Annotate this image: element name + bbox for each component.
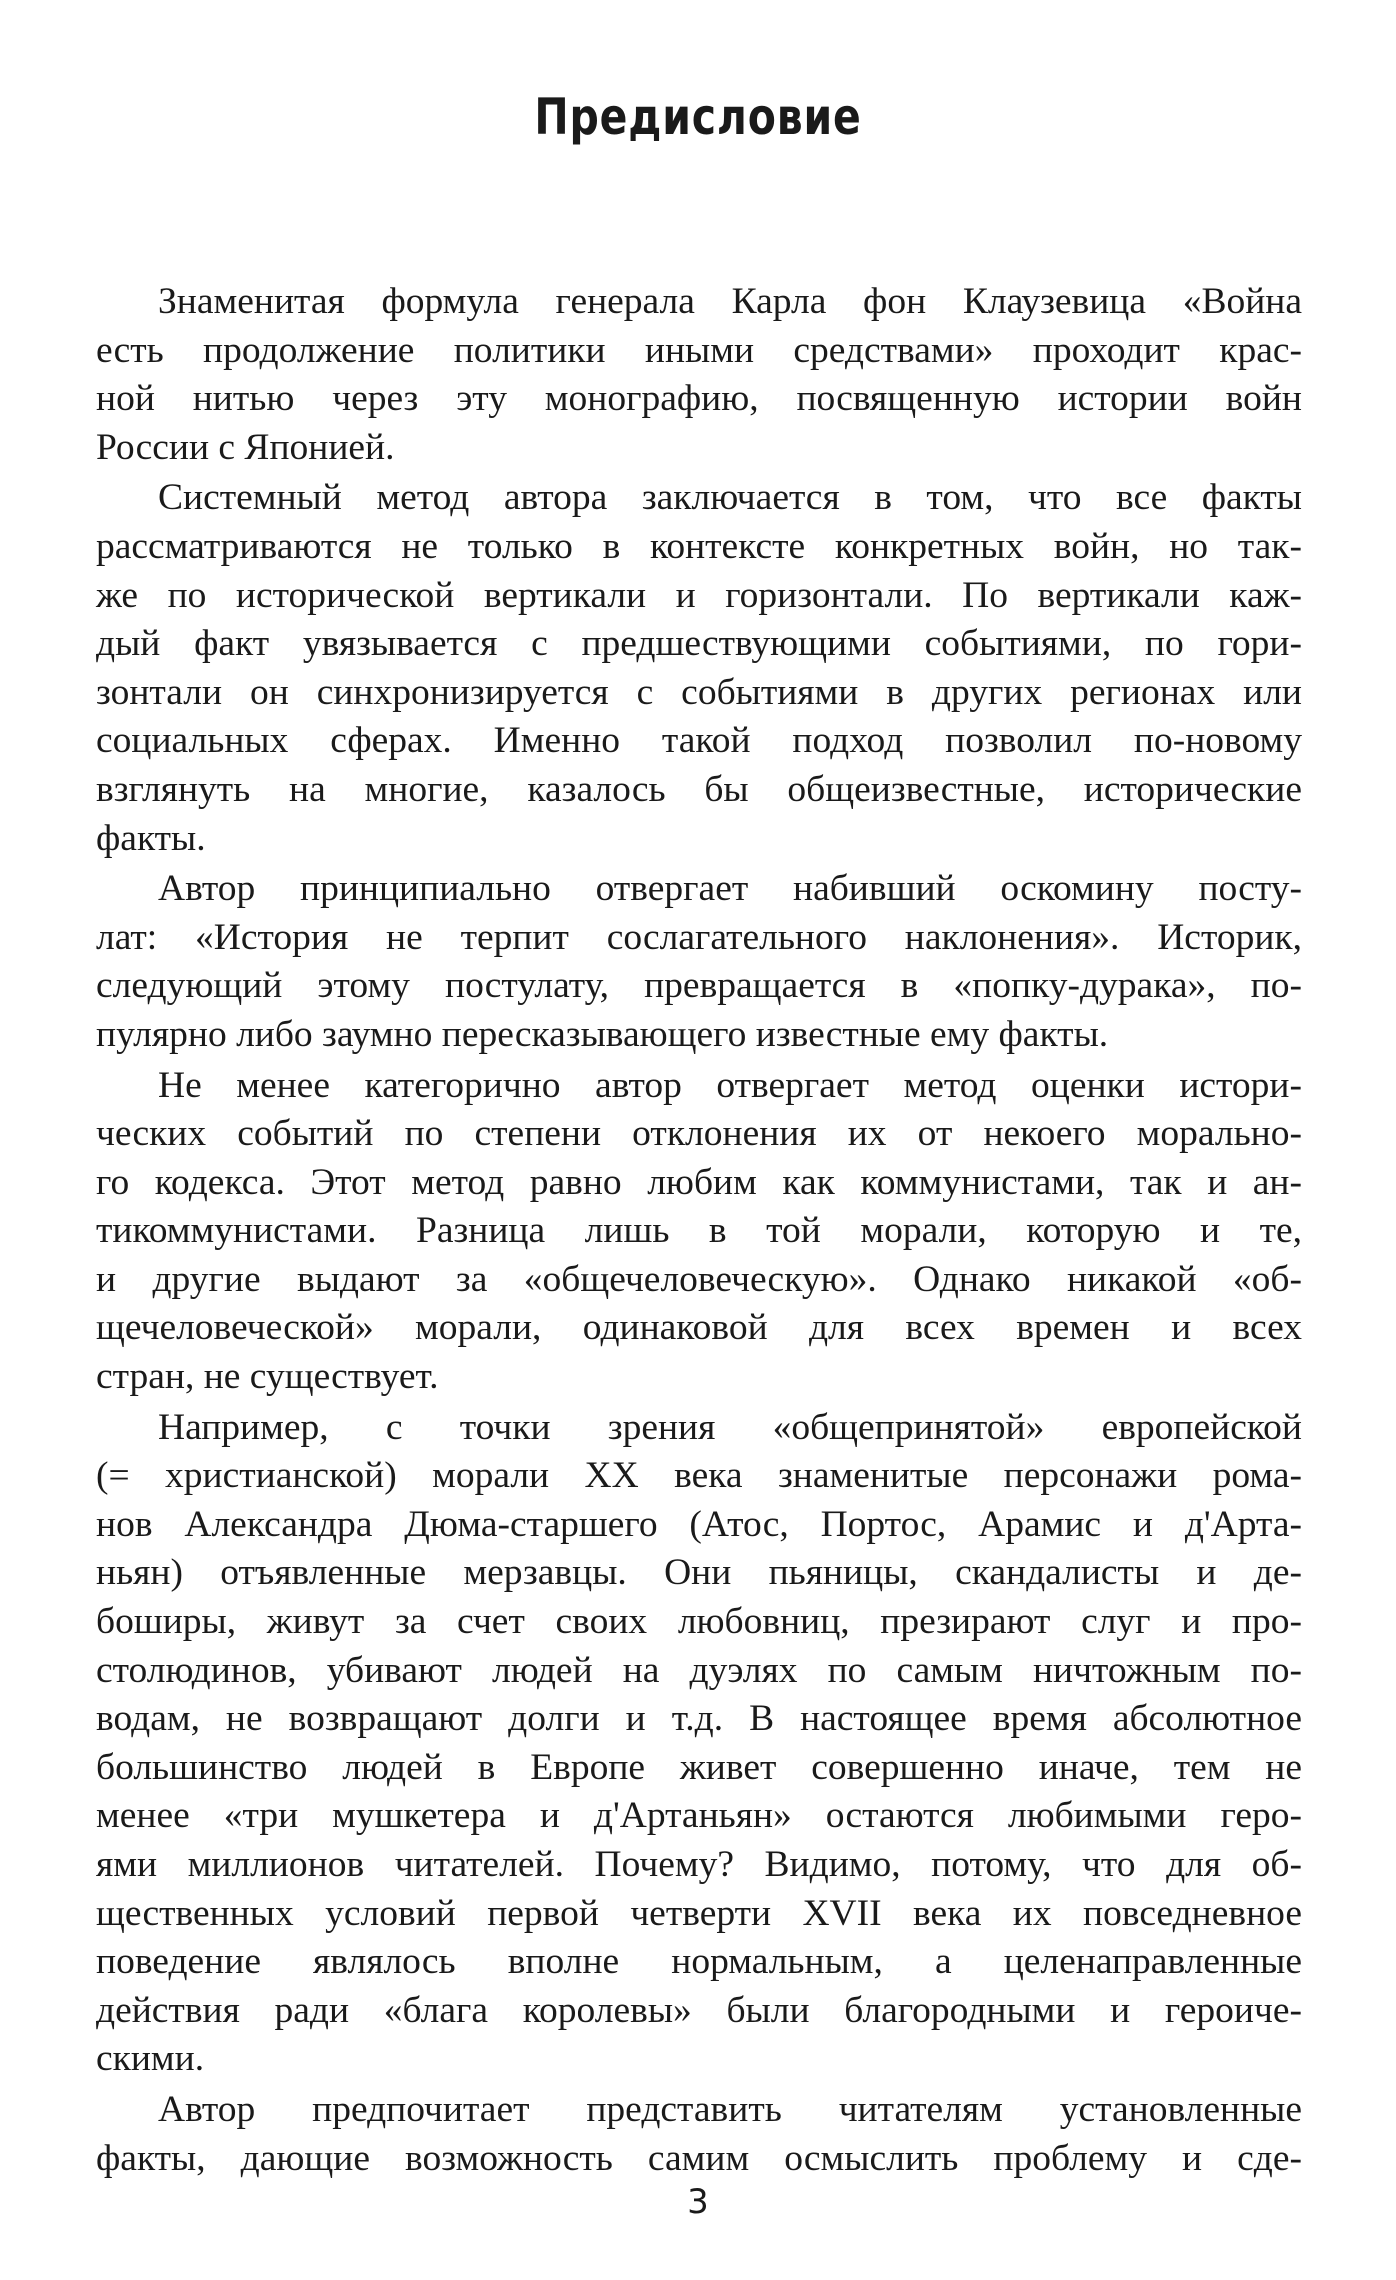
text-line: стран, не существует. — [96, 1356, 439, 1398]
text-line: поведение являлось вполне нормальным, а целенаправленные — [96, 1941, 1302, 1983]
paragraph — [96, 474, 1302, 863]
text-line: (= христианской) морали XX века знаменитые персонажи рома- — [96, 1455, 1302, 1497]
paragraph — [96, 1062, 1302, 1402]
paragraph — [96, 1404, 1302, 2084]
text-line: зонтали он синхронизируется с событиями в других регионах или — [96, 671, 1302, 713]
text-line: нов Александра Дюма-старшего (Атос, Портос, Арамис и д'Арта- — [96, 1503, 1302, 1545]
text-line: столюдинов, убивают людей на дуэлях по самым ничтожным по- — [96, 1649, 1302, 1691]
text-line: факты, дающие возможность самим осмыслить проблему и сде- — [96, 2137, 1302, 2179]
text-line: лат: «История не терпит сослагательного наклонения». Историк, — [96, 916, 1302, 958]
text-line: Не менее категорично автор отвергает метод оценки истори- — [158, 1064, 1302, 1106]
paragraph — [96, 865, 1302, 1059]
text-line: Знаменитая формула генерала Карла фон Клаузевица «Война — [158, 281, 1302, 322]
text-line: щечеловеческой» морали, одинаковой для всех времен и всех — [96, 1307, 1302, 1349]
text-line: России с Японией. — [96, 426, 395, 468]
text-line: рассматриваются не только в контексте конкретных войн, но так- — [96, 525, 1302, 567]
page-number: 3 — [687, 2182, 709, 2222]
text-line: го кодекса. Этот метод равно любим как коммунистами, так и ан- — [96, 1161, 1302, 1203]
page-title: Предисловие — [534, 88, 862, 146]
body-text — [96, 278, 1302, 2185]
text-line: действия ради «блага королевы» были благородными и героиче- — [96, 1989, 1302, 2031]
text-line: есть продолжение политики иными средствами» проходит крас- — [96, 329, 1302, 371]
paragraph — [96, 278, 1302, 472]
text-line: ньян) отъявленные мерзавцы. Они пьяницы, скандалисты и де- — [96, 1552, 1302, 1594]
text-line: тикоммунистами. Разница лишь в той морали, которую и те, — [96, 1210, 1302, 1252]
text-line: ческих событий по степени отклонения их от некоего морально- — [96, 1113, 1302, 1155]
text-line: щественных условий первой четверти XVII века их повседневное — [96, 1892, 1302, 1934]
text-line: водам, не возвращают долги и т.д. В настоящее время абсолютное — [96, 1698, 1302, 1740]
text-line: факты. — [96, 817, 206, 859]
text-line: и другие выдают за «общечеловеческую». Однако никакой «об- — [96, 1258, 1302, 1300]
text-line: же по исторической вертикали и горизонтали. По вертикали каж- — [96, 574, 1302, 616]
text-line: дый факт увязывается с предшествующими событиями, по гори- — [96, 623, 1302, 665]
text-line: ями миллионов читателей. Почему? Видимо, потому, что для об- — [96, 1844, 1302, 1885]
text-line: социальных сферах. Именно такой подход позволил по-новому — [96, 720, 1302, 762]
text-line: Автор предпочитает представить читателям установленные — [158, 2088, 1302, 2130]
text-line: большинство людей в Европе живет совершенно иначе, тем не — [96, 1746, 1302, 1788]
text-line: боширы, живут за счет своих любовниц, презирают слуг и про- — [96, 1601, 1302, 1643]
paragraph — [96, 2086, 1302, 2183]
text-line: Например, с точки зрения «общепринятой» европейской — [158, 1406, 1302, 1448]
text-line: скими. — [96, 2038, 205, 2080]
text-line: менее «три мушкетера и д'Артаньян» остаются любимыми геро- — [96, 1795, 1302, 1837]
text-line: пулярно либо заумно пересказывающего известные ему факты. — [96, 1013, 1109, 1055]
text-line: следующий этому постулату, превращается в «попку-дурака», по- — [96, 965, 1302, 1007]
text-line: Системный метод автора заключается в том, что все факты — [158, 477, 1302, 519]
text-line: Автор принципиально отвергает набивший оскомину посту- — [158, 868, 1302, 910]
text-line: ной нитью через эту монографию, посвященную истории войн — [96, 378, 1302, 420]
text-line: взглянуть на многие, казалось бы общеизвестные, исторические — [96, 768, 1302, 810]
